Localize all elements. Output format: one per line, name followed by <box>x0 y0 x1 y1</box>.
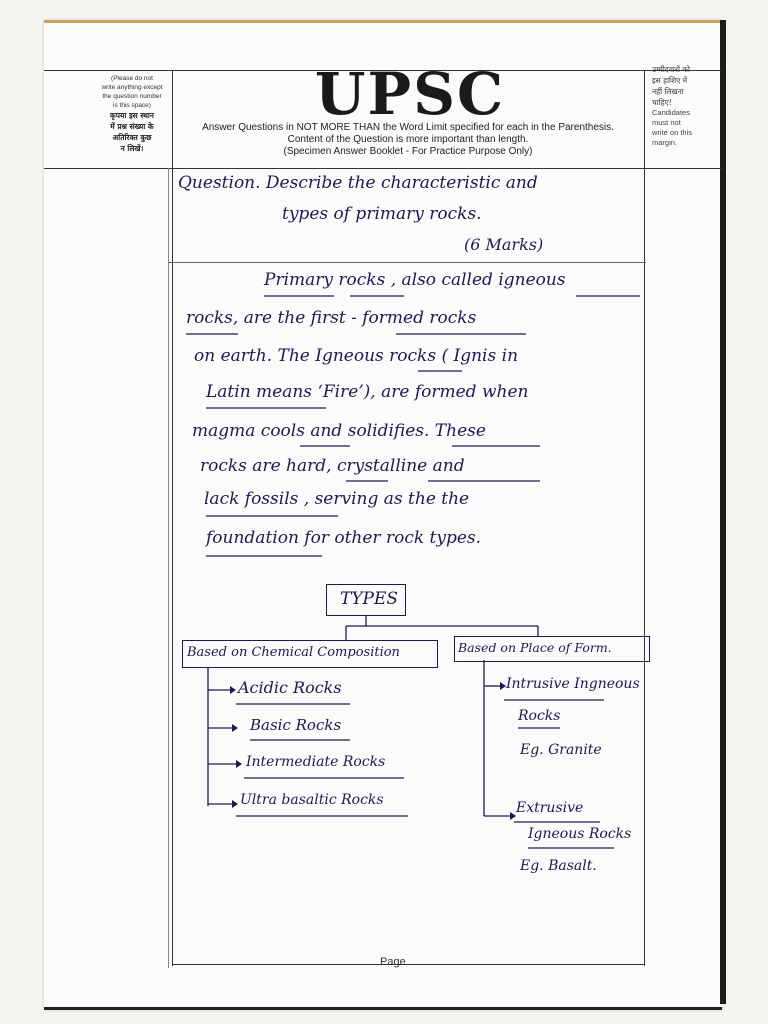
left-note-en-3: the question number <box>102 93 162 100</box>
answer-line-1: Primary rocks , also called igneous <box>264 270 566 290</box>
types-root-label: TYPES <box>340 589 399 609</box>
right-note-en-1: Candidates <box>652 108 690 117</box>
question-line-2: types of primary rocks. <box>282 204 482 224</box>
left-note-en-2: write anything except <box>101 84 163 91</box>
ultra-basaltic-rocks: Ultra basaltic Rocks <box>240 792 384 808</box>
instruction-line-3: (Specimen Answer Booklet - For Practice Purpose Only) <box>283 146 533 157</box>
place-of-formation-label: Based on Place of Form. <box>458 640 612 655</box>
left-note-hi-1: कृपया इस स्थान <box>110 111 154 120</box>
answer-line-7: lack fossils , serving as the the <box>204 489 470 509</box>
intermediate-rocks: Intermediate Rocks <box>246 754 386 770</box>
intrusive-line-2: Rocks <box>518 708 561 724</box>
answer-line-2: rocks, are the first - formed rocks <box>186 308 477 328</box>
extrusive-line-2: Igneous Rocks <box>528 826 632 842</box>
right-note-hi-2: इस हाशिए में <box>652 76 688 85</box>
answer-line-8: foundation for other rock types. <box>206 528 482 548</box>
question-line-1: Question. Describe the characteristic and <box>178 173 538 193</box>
right-note-en-3: write on this <box>652 128 693 137</box>
answer-line-3: on earth. The Igneous rocks ( Ignis in <box>194 346 519 366</box>
answer-line-5: magma cools and solidifies. These <box>192 421 486 441</box>
intrusive-example: Eg. Granite <box>520 742 602 758</box>
instruction-line-2: Content of the Question is more important than length. <box>287 134 529 145</box>
arrowhead-3 <box>236 760 242 768</box>
left-note-en-1: (Please do not <box>111 75 153 82</box>
arrowhead-4 <box>232 800 238 808</box>
left-note-hi-3: अतिरिक्त कुछ <box>112 133 152 142</box>
right-note-hi-4: चाहिए! <box>652 98 672 107</box>
intrusive-line-1: Intrusive Ingneous <box>506 676 640 692</box>
chemical-composition-label: Based on Chemical Composition <box>187 645 400 660</box>
right-note-hi-1: उम्मीदवारों को <box>652 65 690 74</box>
instruction-line-1: Answer Questions in NOT MORE THAN the Word Limit specified for each in the Parenthesis. <box>202 122 614 133</box>
basic-rocks: Basic Rocks <box>250 716 342 734</box>
right-note-en-2: must not <box>652 118 681 127</box>
page-label: Page <box>380 956 406 968</box>
right-note-hi-3: नहीं लिखना <box>652 87 684 96</box>
arrowhead-2 <box>232 724 238 732</box>
answer-line-4: Latin means ‘Fire’), are formed when <box>206 382 529 402</box>
acidic-rocks: Acidic Rocks <box>238 678 342 697</box>
extrusive-line-1: Extrusive <box>516 800 584 816</box>
arrowhead-1 <box>230 686 236 694</box>
left-note-hi-2: में प्रश्न संख्या के <box>110 122 154 131</box>
brand-title: UPSC <box>314 60 506 128</box>
left-note-hi-4: न लिखें। <box>120 144 144 153</box>
right-note-en-4: margin. <box>652 138 678 147</box>
left-note-en-4: is this space) <box>113 102 151 109</box>
answer-line-6: rocks are hard, crystalline and <box>200 456 465 476</box>
extrusive-example: Eg. Basalt. <box>520 858 597 874</box>
question-marks: (6 Marks) <box>464 235 544 254</box>
